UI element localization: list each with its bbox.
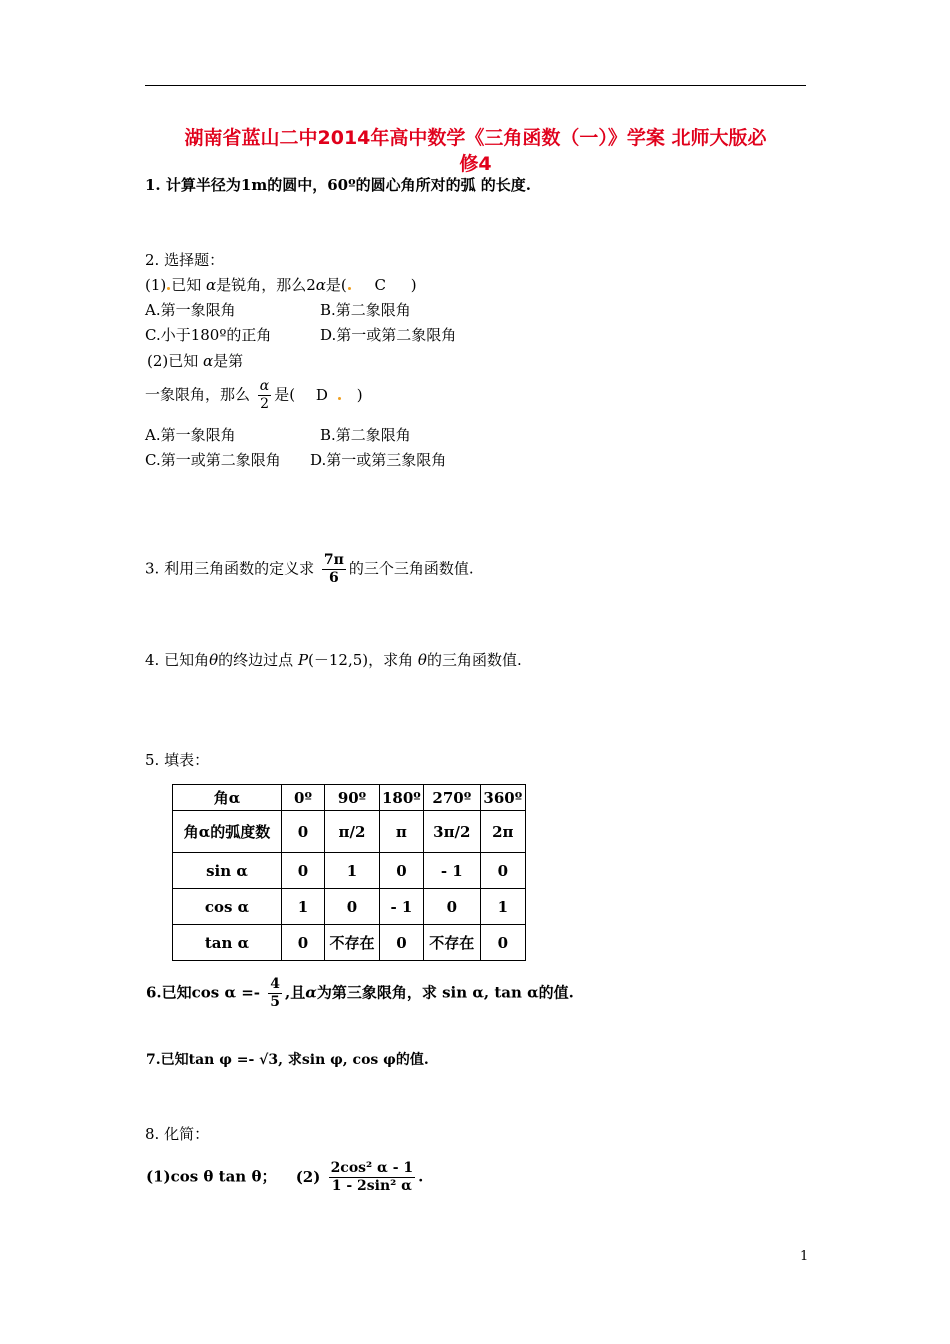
stem-text: 为第三象限角，求 [316, 983, 437, 1002]
fraction-numerator: 7π [323, 552, 344, 568]
fraction-numerator: 4 [270, 976, 281, 992]
question-6 [146, 976, 574, 1011]
table-cell: 360º [480, 785, 525, 811]
page-title-line1: 湖南省蓝山二中2014年高中数学《三角函数（一）》学案 北师大版必 [184, 127, 767, 149]
part-label: (1) [145, 276, 167, 294]
page-number: 1 [800, 1249, 809, 1264]
table-cell: 270º [423, 785, 480, 811]
table-cell: 0 [325, 889, 380, 925]
stem-text: 是第 [213, 352, 244, 370]
stem-text: 求 [287, 1052, 302, 1068]
stem-text: 已知 [171, 276, 202, 294]
table-row [173, 889, 526, 925]
table-cell: sin α [173, 853, 282, 889]
stem-text: 一象限角，那么 [145, 385, 251, 404]
fraction-denominator: 2 [260, 396, 269, 412]
table-row [173, 785, 526, 811]
table-cell: 0 [380, 853, 424, 889]
stem-text: 的值. [395, 1052, 429, 1068]
stem-text: 已知角 [164, 651, 210, 669]
table-row [173, 925, 526, 961]
stem-text: 4. [145, 651, 160, 669]
part-label: (2) [295, 1167, 321, 1186]
fraction-denominator: 5 [270, 994, 281, 1010]
question-1: 1. 计算半径为1m的圆中，60º的圆心角所对的弧 的长度. [145, 176, 532, 194]
stem-text: 3. 利用三角函数的定义求 [145, 559, 315, 578]
table-cell: 0 [380, 925, 424, 961]
stem-text: 7.已知 [146, 1052, 189, 1068]
four-fifths-fraction [268, 976, 282, 1011]
math-expression: sin α, tan α [442, 983, 539, 1002]
table-cell: 0 [423, 889, 480, 925]
stem-text: 是( [274, 385, 296, 404]
stem-text: 6.已知 [146, 983, 192, 1002]
option-a: A.第一象限角 [145, 301, 236, 319]
option-d: D.第一或第二象限角 [320, 326, 457, 344]
table-row [173, 811, 526, 853]
header-rule [145, 85, 806, 86]
question-2-part2-line [145, 378, 363, 413]
table-cell: 不存在 [325, 925, 380, 961]
simplify-fraction [329, 1160, 416, 1195]
stem-text: 的值. [538, 983, 574, 1002]
table-cell: 180º [380, 785, 424, 811]
question-3 [145, 552, 474, 587]
option-c: C.小于180º的正角 [145, 326, 272, 344]
stem-text: 是( [325, 276, 347, 294]
fraction-denominator: 6 [329, 570, 339, 586]
table-cell: 1 [480, 889, 525, 925]
math-expression: tan φ =- √3, [188, 1052, 283, 1068]
table-row [173, 853, 526, 889]
fraction-numerator: α [259, 378, 270, 394]
table-cell: - 1 [380, 889, 424, 925]
question-2-part2-stem [147, 352, 243, 370]
option-d: D.第一或第三象限角 [310, 451, 447, 469]
question-7 [146, 1049, 429, 1069]
table-cell: 0 [282, 811, 325, 853]
stem-text: 是锐角，那么2 [216, 276, 316, 294]
mark-dot [338, 397, 341, 400]
table-cell: 0º [282, 785, 325, 811]
alpha-symbol: α [305, 983, 317, 1002]
answer-text: D [315, 385, 328, 404]
theta-symbol: θ [417, 651, 427, 669]
stem-text: 的终边过点 [218, 651, 294, 669]
table-cell: π [380, 811, 424, 853]
alpha-symbol: α [315, 276, 326, 294]
stem-text: 的三个三角函数值. [348, 559, 474, 578]
point-label: P [297, 651, 309, 669]
table-cell: 0 [282, 925, 325, 961]
mark-dot [348, 287, 351, 290]
alpha-symbol: α [206, 276, 217, 294]
table-cell: 1 [325, 853, 380, 889]
question-2-part1-stem [145, 276, 417, 294]
question-8-expressions [146, 1160, 423, 1195]
stem-text: . [418, 1167, 424, 1186]
question-8-heading: 8. 化简： [145, 1125, 210, 1143]
table-cell: 0 [480, 853, 525, 889]
option-b: B.第二象限角 [320, 426, 411, 444]
table-cell: 2π [480, 811, 525, 853]
math-expression: (1)cos θ tan θ； [146, 1167, 277, 1186]
stem-text: (－12,5)，求角 [308, 651, 414, 669]
table-cell: 90º [325, 785, 380, 811]
fraction-denominator: 1 - 2sin² α [331, 1178, 412, 1194]
math-expression: cos α =- [191, 983, 261, 1002]
alpha-symbol: α [203, 352, 214, 370]
table-cell: cos α [173, 889, 282, 925]
table-cell: 0 [282, 853, 325, 889]
table-cell: 角α的弧度数 [173, 811, 282, 853]
mark-dot [167, 287, 170, 290]
table-cell: tan α [173, 925, 282, 961]
page-title-line2: 修4 [459, 153, 492, 175]
question-2-heading: 2. 选择题： [145, 251, 225, 269]
alpha-over-two-fraction [258, 378, 271, 413]
option-a: A.第一象限角 [145, 426, 236, 444]
question-4 [145, 651, 522, 669]
theta-symbol: θ [209, 651, 219, 669]
stem-text: (2)已知 [147, 352, 199, 370]
answer-text: C [374, 276, 386, 294]
stem-text: 的三角函数值. [426, 651, 522, 669]
table-cell: 0 [480, 925, 525, 961]
stem-text: ,且 [285, 983, 306, 1002]
fraction-numerator: 2cos² α - 1 [330, 1160, 414, 1176]
trig-values-table [172, 784, 526, 961]
table-cell: π/2 [325, 811, 380, 853]
math-expression: sin φ, cos φ [301, 1052, 396, 1068]
question-5-heading: 5. 填表： [145, 751, 210, 769]
table-cell: 角α [173, 785, 282, 811]
table-cell: - 1 [423, 853, 480, 889]
table-cell: 不存在 [423, 925, 480, 961]
option-b: B.第二象限角 [320, 301, 411, 319]
stem-text: ) [410, 276, 417, 294]
table-cell: 1 [282, 889, 325, 925]
option-c: C.第一或第二象限角 [145, 451, 281, 469]
table-cell: 3π/2 [423, 811, 480, 853]
seven-pi-over-six-fraction [322, 552, 346, 587]
stem-text: ) [356, 385, 363, 404]
